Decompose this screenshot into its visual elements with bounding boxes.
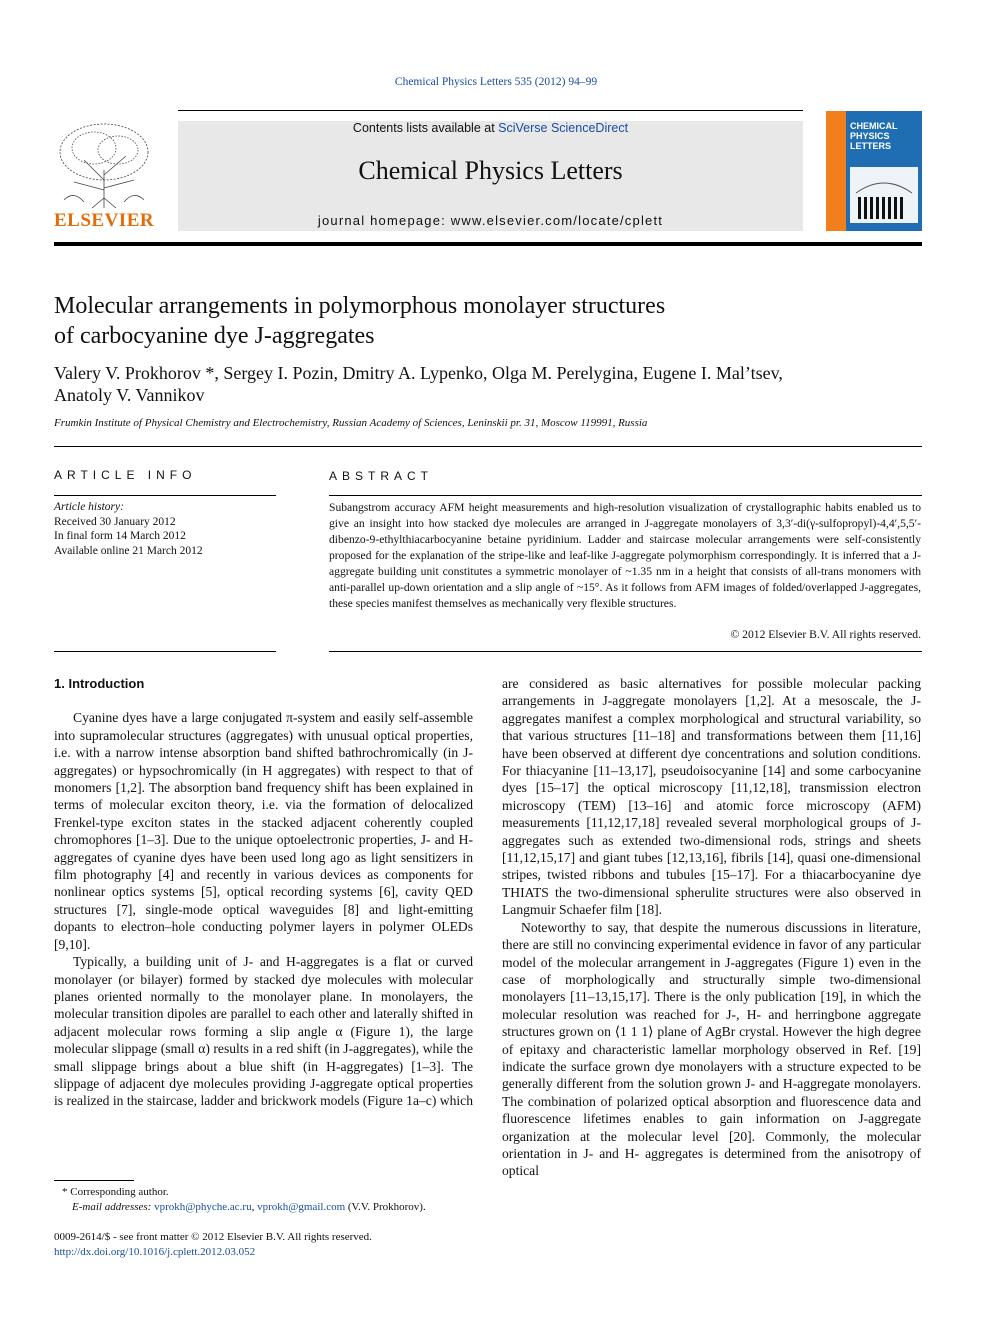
abstract-rule-bottom [329, 651, 922, 652]
paragraph: Noteworthy to say, that despite the numerous discussions in literature, there are still no convincing experimental evidence in favor of any particular model of the molecular arrangement in J-aggregates (Figure 1) even in the case of morphologically and structurally simple two-dimensional monolayers [11–13,15,17]. There is the only publication [19], in which the molecular resolution was reached for J-, H- and herringbone aggregate structures grown on ⟨1 1 1⟩ plane of AgBr crystal. However the high degree of epitaxy and characteristic lamellar morphology observed in Ref. [19] indicate the surface grown dye monolayers with a structure expected to be generally different from the solution grown J- and H-aggregate monolayers. The combination of polarized optical absorption and fluorescence data and fluorescence lifetimes enables to gain information on J-aggregate organization at the molecular level [20]. Commonly, the molecular orientation in J- and H- aggregates is determined from the anisotropy of optical [502, 919, 921, 1179]
cover-side-band [826, 111, 846, 231]
affiliation: Frumkin Institute of Physical Chemistry and Electrochemistry, Russian Academy of Sciences, Leninskii pr. 31, Moscow 119991, Russia [54, 417, 648, 429]
article-title-line2: of carbocyanine dye J-aggregates [54, 323, 375, 349]
history-received: Received 30 January 2012 [54, 515, 176, 528]
authors-line2: Anatoly V. Vannikov [54, 385, 205, 405]
abstract-heading: ABSTRACT [329, 469, 434, 483]
corresponding-author-note: * Corresponding author. [62, 1186, 169, 1198]
article-info-heading: ARTICLE INFO [54, 468, 197, 482]
authors-line1: Valery V. Prokhorov *, Sergey I. Pozin, Dmitry A. Lypenko, Olga M. Perelygina, Eugene I. Mal’tsev, [54, 363, 783, 383]
doi-link[interactable]: http://dx.doi.org/10.1016/j.cplett.2012.03.052 [54, 1245, 256, 1258]
history-label: Article history: [54, 501, 124, 513]
journal-cover[interactable] [826, 111, 922, 231]
contents-prefix: Contents lists available at [352, 121, 499, 135]
footnote: * Corresponding author. E-mail addresses: vprokh@phyche.ac.ru, vprokh@gmail.com (V.V. Prokhorov). [54, 1185, 484, 1215]
header-top-rule [178, 110, 803, 111]
body-left-column [54, 675, 473, 1110]
abstract-copyright: © 2012 Elsevier B.V. All rights reserved. [730, 628, 921, 641]
paragraph: Typically, a building unit of J- and H-aggregates is a flat or curved monolayer (or bilayer) formed by stacked dye molecules with molecular planes oriented normally to the monolayer plane. In monolayers, the molecular transition dipoles are parallel to each other and laterally shifted in adjacent molecular rows forming a slip angle α (Figure 1), the large molecular slippage (small α) results in a red shift (in J-aggregates), while the small slippage brings about a blue shift (in H-aggregates) [1–3]. The slippage of adjacent dye molecules providing J-aggregate optical properties is realized in the staircase, ladder and brickwork models (Figure 1a–c) which [54, 954, 473, 1109]
contents-line [178, 121, 803, 135]
paragraph: are considered as basic alternatives for possible molecular packing arrangements in J-aggregate monolayers [1,2]. At a mesoscale, the J-aggregates manifest a complex morphological and structural variability, so that various structures [11–18] and transformations between them [11,16] have been observed at different dye concentrations and solution conditions. For thiacyanine [11–13,17], pseudoisocyanine [14] and some carbocyanine dyes [15–17] the optical microscopy [11,12,18], transmission electron microscopy (TEM) [13–16] and atomic force microscopy (AFM) measurements [11,12,17,18] revealed several morphological groups of J-aggregates such as extended two-dimensional rods, strings and sheets [11,12,15,17] and giant tubes [12,13,16], fibrils [14], quasi one-dimensional stripes, twisted ribbons and tubules [15–17]. For a thiacarbocyanine dye THIATS the two-dimensional spherulite structures were also observed in Langmuir Schaefer film [18]. [502, 676, 921, 918]
paragraph: Cyanine dyes have a large conjugated π-system and easily self-assemble into supramolecular structures (aggregates) with unusual optical properties, i.e. with a narrow intense absorption band shifted bathrochromically (in J-aggregates) or hypsochromically (in H aggregates) with respect to that of monomers [1,2]. The absorption band frequency shift has been explained in terms of molecular exciton theory, i.e. via the formation of delocalized Frenkel-type exciton states in the stacked adjacent coherently coupled chromophores [1–3]. Due to the unique optoelectronic properties, J- and H-aggregates of cyanine dyes have been used long ago as light sensitizers in film photography [4] and recently in various devices as components for nonlinear optics systems [5], optical recording systems [6], cavity QED structures [7], single-mode optical waveguides [8] and light-emitting dopants to electron–hole conducting polymer layers in polymer OLEDs [9,10]. [54, 710, 473, 952]
footnote-rule [54, 1180, 134, 1181]
journal-homepage[interactable]: journal homepage: www.elsevier.com/locate/cplett [317, 213, 664, 228]
email-suffix: (V.V. Prokhorov). [345, 1201, 426, 1213]
email-link-2[interactable]: vprokh@gmail.com [257, 1201, 346, 1213]
history-online: Available online 21 March 2012 [54, 544, 203, 557]
bottom-info [54, 1230, 484, 1259]
section-heading-introduction: 1. Introduction [54, 676, 145, 691]
header-bottom-rule [54, 242, 922, 246]
article-title-line1: Molecular arrangements in polymorphous monolayer structures [54, 293, 666, 319]
info-rule-bottom [54, 651, 276, 652]
sciencedirect-link[interactable]: SciVerse ScienceDirect [498, 121, 629, 135]
cover-figure-image [850, 167, 918, 223]
title-bottom-rule [54, 446, 922, 447]
email-label: E-mail addresses: [72, 1201, 155, 1213]
article-history [54, 500, 274, 558]
abstract-rule-top [329, 495, 922, 496]
elsevier-wordmark: ELSEVIER [54, 210, 155, 231]
info-rule-top [54, 495, 276, 496]
cover-title: CHEMICAL PHYSICS LETTERS [850, 121, 898, 151]
history-final-form: In final form 14 March 2012 [54, 530, 186, 542]
article-title [54, 291, 854, 351]
body-right-column [502, 675, 921, 1180]
abstract-text: Subangstrom accuracy AFM height measurements and high-resolution visualization of crystallographic habits enabled us to give an insight into how stacked dye molecules are arranged in J-aggregate monolayers of 3,3′-di(γ-sulfopropyl)-4,4′,5,5′-dibenzo-9-ethylthiacarbocyanine betaine pyridinium. Ladder and staircase molecular arrangements were self-consistently proposed for the explanation of the stripe-like and leaf-like J-aggregate polymorphism correspondingly. It is inferred that a J-aggregate building unit constitutes a symmetric monolayer of ~1.35 nm in a height that consists of all-trans monomers with anti-parallel up-down orientation and a slip angle of ~15°. As it follows from AFM images of folded/overlapped J-aggregates, these species manifest themselves as mechanically very flexible structures. [329, 501, 921, 610]
email-link-1[interactable]: vprokh@phyche.ac.ru [154, 1201, 252, 1213]
authors [54, 362, 914, 406]
journal-citation[interactable]: Chemical Physics Letters 535 (2012) 94–99 [394, 76, 598, 88]
journal-title: Chemical Physics Letters [358, 156, 623, 185]
issn-line: 0009-2614/$ - see front matter © 2012 Elsevier B.V. All rights reserved. [54, 1231, 372, 1243]
